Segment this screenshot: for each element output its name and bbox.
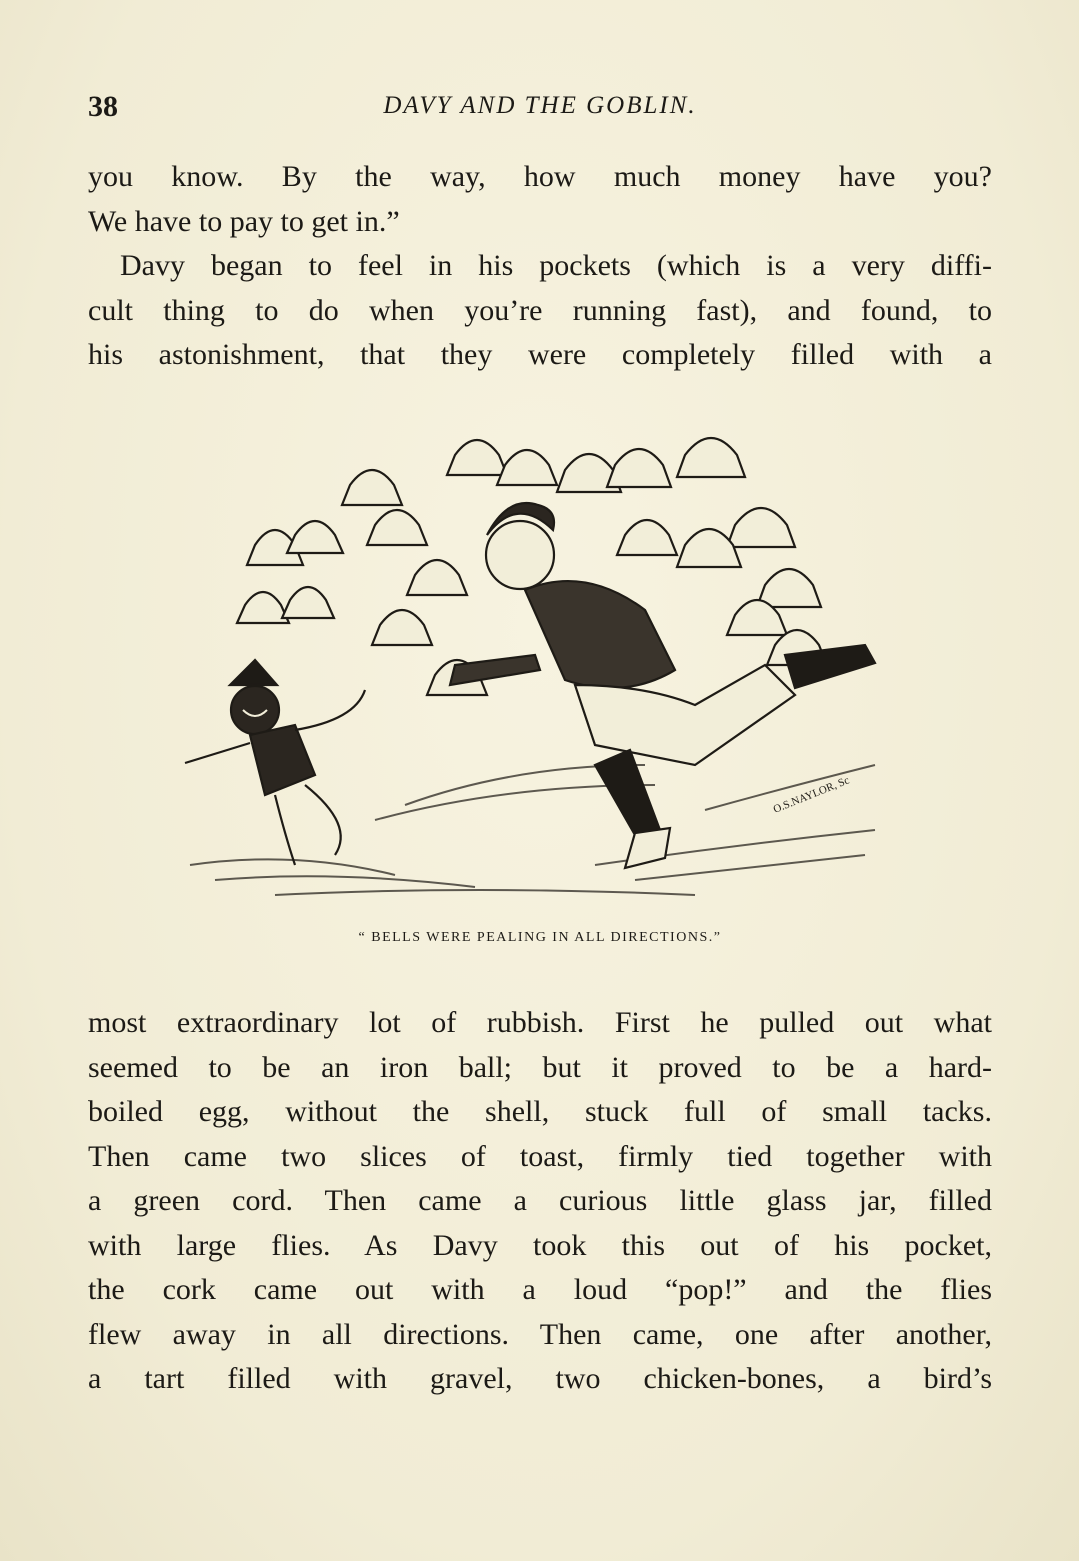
engraver-signature: O.S.NAYLOR, Sc [771, 774, 852, 816]
text-line: seemed to be an iron ball; but it proved to be a hard- [88, 1050, 992, 1084]
book-title: DAVY AND THE GOBLIN. [383, 92, 697, 119]
text-line: flew away in all directions. Then came, one after another, [88, 1317, 992, 1351]
text-line: you know. By the way, how much money have you? [88, 160, 992, 193]
text-line: Davy began to feel in his pockets (which is a very diffi- [120, 249, 992, 282]
illustration-caption: “ BELLS WERE PEALING IN ALL DIRECTIONS.” [358, 930, 722, 945]
illustration-bells-pealing [175, 425, 905, 905]
text-line: his astonishment, that they were completely filled with a [88, 338, 992, 371]
text-line: a green cord. Then came a curious little glass jar, filled [88, 1184, 992, 1217]
page-number: 38 [88, 90, 118, 123]
text-line: with large flies. As Davy took this out of his pocket, [88, 1228, 992, 1262]
text-line: We have to pay to get in.” [88, 204, 400, 238]
paragraph-2 [88, 244, 992, 378]
text-line: Then came two slices of toast, firmly tied together with [88, 1139, 992, 1173]
text-line: the cork came out with a loud “pop!” and the flies [88, 1273, 992, 1306]
text-line: boiled egg, without the shell, stuck full of small tacks. [88, 1095, 992, 1128]
goblin-figure [185, 660, 365, 865]
paragraph-3 [88, 1001, 992, 1402]
running-head [88, 88, 992, 128]
running-boy [450, 503, 875, 868]
text-line: a tart filled with gravel, two chicken-bones, a bird’s [88, 1362, 992, 1395]
text-line: cult thing to do when you’re running fast), and found, to [88, 293, 992, 327]
text-line: most extraordinary lot of rubbish. First he pulled out what [88, 1006, 992, 1039]
paragraph-1 [88, 155, 992, 244]
